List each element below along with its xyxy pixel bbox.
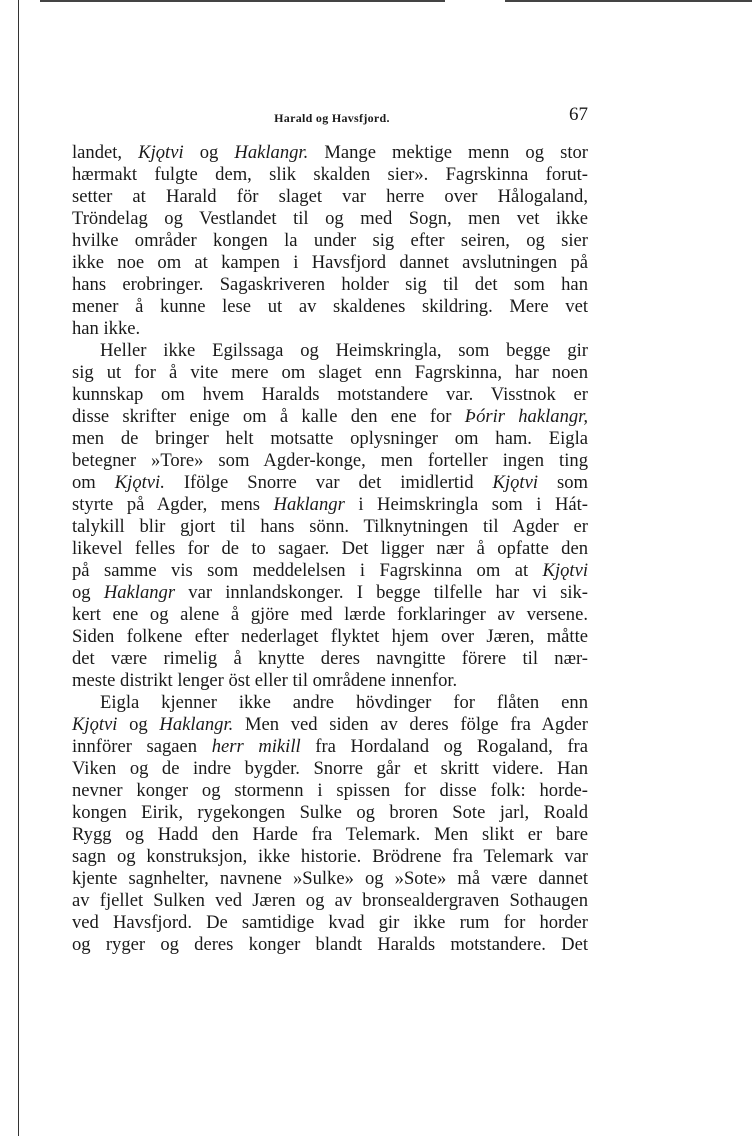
text-line: likevel felles for de to sagaer. Det ligger nær å opfatte den (72, 538, 588, 559)
text-line: hans erobringer. Sagaskriveren holder sig til det som han (72, 274, 588, 295)
top-edge-gap (445, 0, 505, 3)
text-line: betegner »Tore» som Agder-konge, men forteller ingen ting (72, 450, 588, 471)
text-line: nevner konger og stormenn i spissen for disse folk: horde- (72, 780, 588, 801)
top-edge-rule (40, 0, 752, 2)
text-line: setter at Harald för slaget var herre over Hålogaland, (72, 186, 588, 207)
paragraph (72, 692, 588, 956)
text-line: på samme vis som meddelelsen i Fagrskinna om at Kjǫtvi (72, 560, 588, 581)
text-line: og Haklangr var innlandskonger. I begge tilfelle har vi sik- (72, 582, 588, 603)
text-line: Kjǫtvi og Haklangr. Men ved siden av deres fölge fra Agder (72, 714, 588, 735)
paragraph (72, 142, 588, 340)
text-line: Eigla kjenner ikke andre hövdinger for flåten enn (100, 692, 588, 713)
text-line: sig ut for å vite mere om slaget enn Fagrskinna, har noen (72, 362, 588, 383)
text-line: og ryger og deres konger blandt Haralds motstandere. Det (72, 934, 588, 955)
text-line: disse skrifter enige om å kalle den ene for Þórir haklangr, (72, 406, 588, 427)
body-text (72, 142, 588, 956)
text-line: Siden folkene efter nederlaget flyktet hjem over Jæren, måtte (72, 626, 588, 647)
text-line: styrte på Agder, mens Haklangr i Heimskringla som i Hát- (72, 494, 588, 515)
page-header (72, 104, 592, 134)
text-line: men de bringer helt motsatte oplysninger om ham. Eigla (72, 428, 588, 449)
text-line: talykill blir gjort til hans sönn. Tilknytningen til Agder er (72, 516, 588, 537)
running-head: Harald og Havsfjord. (274, 111, 390, 125)
text-line: ved Havsfjord. De samtidige kvad gir ikke rum for horder (72, 912, 588, 933)
text-line: ikke noe om at kampen i Havsfjord dannet avslutningen på (72, 252, 588, 273)
text-line: Tröndelag og Vestlandet til og med Sogn, men vet ikke (72, 208, 588, 229)
text-line: Viken og de indre bygder. Snorre går et skritt videre. Han (72, 758, 588, 779)
text-line: meste distrikt lenger öst eller til områdene innenfor. (72, 670, 458, 691)
text-line: kongen Eirik, rygekongen Sulke og broren Sote jarl, Roald (72, 802, 588, 823)
text-line: hærmakt fulgte dem, slik skalden sier». Fagrskinna forut- (72, 164, 588, 185)
paragraph (72, 340, 588, 692)
text-line: om Kjǫtvi. Ifölge Snorre var det imidlertid Kjǫtvi som (72, 472, 588, 493)
text-line: Heller ikke Egilssaga og Heimskringla, som begge gir (100, 340, 588, 361)
left-edge-rule (18, 0, 19, 1136)
text-line: kjente sagnhelter, navnene »Sulke» og »Sote» må være dannet (72, 868, 588, 889)
text-line: sagn og konstruksjon, ikke historie. Brödrene fra Telemark var (72, 846, 588, 867)
text-line: kert ene og alene å gjöre med lærde forklaringer av versene. (72, 604, 588, 625)
text-line: landet, Kjǫtvi og Haklangr. Mange mektige menn og stor (72, 142, 588, 163)
page-number: 67 (569, 104, 588, 125)
text-line: det være rimelig å knytte deres navngitte förere til nær- (72, 648, 588, 669)
text-line: han ikke. (72, 318, 141, 339)
text-line: av fjellet Sulken ved Jæren og av bronsealdergraven Sothaugen (72, 890, 588, 911)
text-line: mener å kunne lese ut av skaldenes skildring. Mere vet (72, 296, 588, 317)
text-line: kunnskap om hvem Haralds motstandere var. Visstnok er (72, 384, 588, 405)
text-line: hvilke områder kongen la under sig efter seiren, og sier (72, 230, 588, 251)
text-line: innförer sagaen herr mikill fra Hordaland og Rogaland, fra (72, 736, 588, 757)
text-line: Rygg og Hadd den Harde fra Telemark. Men slikt er bare (72, 824, 588, 845)
